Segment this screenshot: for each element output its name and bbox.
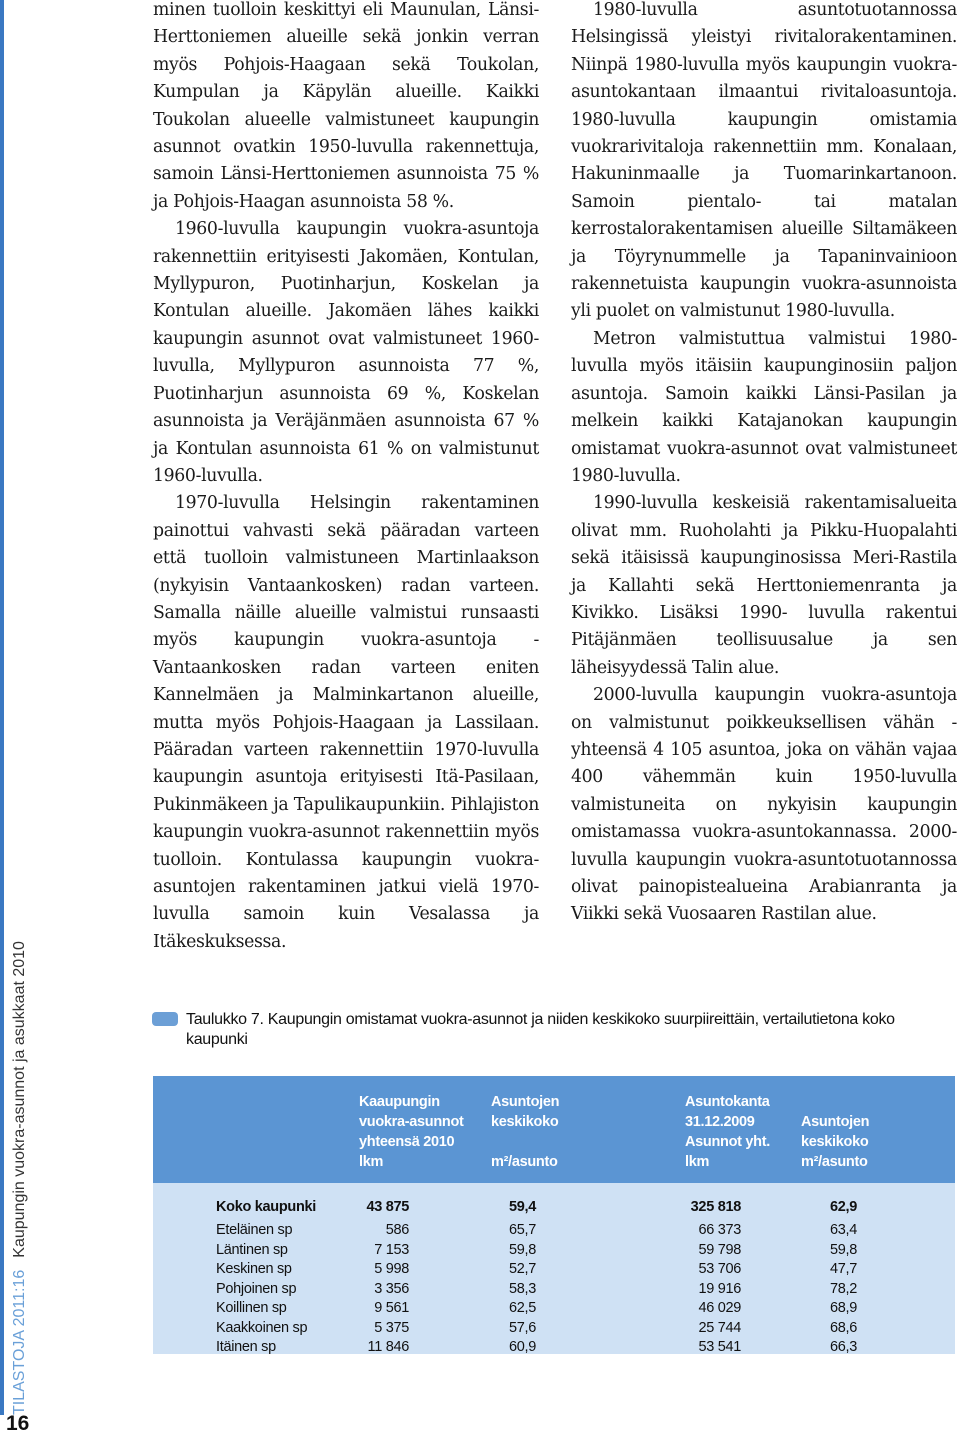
caption-marker-icon — [152, 1012, 178, 1026]
cell-stock: 59 798 — [698, 1242, 741, 1258]
header-line: m²/asunto — [801, 1154, 868, 1170]
cell-stock: 46 029 — [698, 1300, 741, 1316]
cell-count: 5 375 — [374, 1320, 409, 1336]
cell-avg-all: 78,2 — [829, 1281, 857, 1297]
cell-avg-all: 68,6 — [829, 1320, 857, 1336]
paragraph: 2000-luvulla kaupungin vuokra-asuntoja on valmistunut poikkeuksellisen vähän - yhteensä 4 105 asuntoa, joka on vähän vajaa 400 vähemmän kuin 1950-luvulla valmistuneita on nykyisin kaupungin omistamassa vuokra-asuntokannassa. 2000-luvulla kaupungin vuokra-asuntotuotannossa olivat painopistealueina Arabianranta ja Viikki sekä Vuosaaren Rastilan alue. — [571, 685, 957, 925]
header-line: keskikoko — [491, 1114, 559, 1130]
paragraph: 1970-luvulla Helsingin rakentaminen painottui vahvasti sekä pääradan varteen että tuolloin valmistuneen Martinlaakson (nykyisin Vantaankosken) radan varteen. Samalla näille alueille valmistui runsaasti myös kaupungin vuokra-asuntoja - Vantaankosken radan varteen eniten Kannelmäen ja Malminkartanon alueille, mutta myös Pohjois-Haagaan ja Lassilaan. Pääradan varteen rakennettiin 1970-luvulla kaupungin asuntoja erityisesti Itä-Pasilaan, Pukinmäkeen ja Tapulikaupunkiin. Pihlajiston kaupungin vuokra-asunnot rakennettiin myös tuolloin. Kontulassa kaupungin vuokra-asuntojen rakentaminen jatkui vielä 1970-luvulla samoin kuin Vesalassa ja Itäkeskuksessa. — [153, 493, 539, 952]
header-line — [491, 1132, 559, 1152]
header-line: m²/asunto — [491, 1154, 558, 1170]
table-header — [153, 1076, 955, 1183]
cell-avg-all: 63,4 — [829, 1222, 857, 1238]
cell-count: 586 — [385, 1222, 409, 1238]
cell-stock: 325 818 — [690, 1199, 741, 1215]
cell-stock: 66 373 — [698, 1222, 741, 1238]
table-row — [153, 1318, 955, 1338]
cell-area: Itäinen sp — [216, 1339, 276, 1355]
table-row — [153, 1220, 955, 1240]
header-line: 31.12.2009 — [685, 1114, 755, 1130]
header-line: Asuntojen — [491, 1094, 560, 1110]
cell-count: 3 356 — [374, 1281, 409, 1297]
table-row-total — [153, 1197, 955, 1217]
cell-avg-all: 59,8 — [829, 1242, 857, 1258]
cell-avg: 57,6 — [508, 1320, 536, 1336]
cell-area: Koko kaupunki — [216, 1199, 317, 1215]
header-line — [801, 1092, 869, 1112]
cell-avg: 62,5 — [508, 1300, 536, 1316]
header-line: vuokra-asunnot — [359, 1114, 464, 1130]
cell-avg: 59,4 — [508, 1199, 536, 1215]
cell-avg-all: 66,3 — [829, 1339, 857, 1355]
paragraph: 1990-luvulla keskeisiä rakentamisalueita olivat mm. Ruoholahti ja Pikku-Huopalahti sekä itäisissä kaupunginosissa Meri-Rastila ja Kallahti sekä Herttoniemenranta ja Kivikko. Lisäksi 1990- luvulla rakentui Pitäjänmäen teollisuusalue ja sen läheisyydessä Talin alue. — [571, 493, 957, 678]
header-line: lkm — [685, 1154, 710, 1170]
cell-area: Pohjoinen sp — [216, 1281, 297, 1297]
header-all-avg-size — [801, 1092, 869, 1172]
cell-count: 43 875 — [366, 1199, 409, 1215]
header-line: Asunnot yht. — [685, 1134, 771, 1150]
text-column-left — [153, 0, 539, 956]
cell-avg-all: 62,9 — [829, 1199, 857, 1215]
table-body — [153, 1183, 955, 1354]
table-row — [153, 1337, 955, 1357]
cell-area: Läntinen sp — [216, 1242, 288, 1258]
table-row — [153, 1279, 955, 1299]
cell-avg: 58,3 — [508, 1281, 536, 1297]
header-line: Asuntojen — [801, 1114, 870, 1130]
cell-count: 7 153 — [374, 1242, 409, 1258]
table-caption — [152, 1010, 952, 1050]
table-row — [153, 1240, 955, 1260]
paragraph: 1960-luvulla kaupungin vuokra-asuntoja rakennettiin erityisesti Jakomäen, Kontulan, Myllypuron, Puotinharjun, Koskelan ja Kontulan alueille. Jakomäen lähes kaikki kaupungin asunnot ovat valmistuneet 1960-luvulla, Myllypuron asunnoista 77 %, Puotinharjun asunnoista 69 %, Koskelan asunnoista ja Veräjänmäen asunnoista 67 % ja Kontulan asunnoista 61 % on valmistunut 1960-luvulla. — [153, 219, 539, 486]
cell-area: Koillinen sp — [216, 1300, 287, 1316]
cell-avg: 65,7 — [508, 1222, 536, 1238]
header-line: keskikoko — [801, 1134, 869, 1150]
cell-count: 9 561 — [374, 1300, 409, 1316]
header-line: lkm — [359, 1154, 384, 1170]
header-line: Asuntokanta — [685, 1094, 770, 1110]
header-rental-count — [359, 1092, 464, 1172]
text-column-right — [571, 0, 957, 929]
cell-avg: 59,8 — [508, 1242, 536, 1258]
header-rental-avg-size — [491, 1092, 559, 1172]
caption-text: Taulukko 7. Kaupungin omistamat vuokra-asunnot ja niiden keskikoko suurpiireittäin, vertailutietona koko kaupunki — [186, 1011, 895, 1048]
cell-avg: 52,7 — [508, 1261, 536, 1277]
cell-stock: 19 916 — [698, 1281, 741, 1297]
cell-stock: 25 744 — [698, 1320, 741, 1336]
cell-stock: 53 706 — [698, 1261, 741, 1277]
sidebar-running-title — [6, 941, 34, 1415]
cell-count: 11 846 — [367, 1339, 409, 1355]
cell-area: Kaakkoinen sp — [216, 1320, 308, 1336]
header-stock-count — [685, 1092, 770, 1172]
cell-area: Eteläinen sp — [216, 1222, 293, 1238]
header-line: Kaaupungin — [359, 1094, 440, 1110]
page-number: 16 — [6, 1412, 30, 1435]
paragraph: minen tuolloin keskittyi eli Maunulan, Länsi-Herttoniemen alueille sekä jonkin verran myös Pohjois-Haagaan sekä Toukolan, Kumpulan ja Käpylän alueille. Kaikki Toukolan alueelle valmistuneet kaupungin asunnot ovatkin 1950-luvulla rakennettuja, samoin Länsi-Herttoniemen asunnoista 75 % ja Pohjois-Haagan asunnoista 58 %. — [153, 0, 539, 212]
sidebar-accent-bar — [0, 0, 4, 1415]
sidebar-title: Kaupungin vuokra-asunnot ja asukkaat 2010 — [11, 941, 28, 1258]
cell-avg-all: 47,7 — [829, 1261, 857, 1277]
cell-area: Keskinen sp — [216, 1261, 292, 1277]
data-table — [153, 1076, 955, 1354]
header-line: yhteensä 2010 — [359, 1134, 455, 1150]
table-row — [153, 1259, 955, 1279]
paragraph: Metron valmistuttua valmistui 1980-luvulla myös itäisiin kaupunginosiin paljon asuntoja. Samoin kaikki Länsi-Pasilan ja melkein kaikki Katajanokan kaupungin omistamat vuokra-asunnot ovat valmistuneet 1980-luvulla. — [571, 328, 957, 486]
cell-avg-all: 68,9 — [829, 1300, 857, 1316]
paragraph: 1980-luvulla asuntotuotannossa Helsingissä yleistyi rivitalorakentaminen. Niinpä 1980-luvulla myös kaupungin vuokra-asuntokantaan ilmaantui rivitaloasuntoja. 1980-luvulla kaupungin omistamia vuokrarivitaloja rakennettiin mm. Konalaan, Hakuninmaalle ja Tuomarinkartanoon. Samoin pientalo- tai matalan kerrostalorakentamisen alueille Siltamäkeen ja Töyrynummelle ja Tapaninvainioon rakennetuista kaupungin vuokra-asunnoista yli puolet on valmistunut 1980-luvulla. — [571, 0, 957, 322]
cell-count: 5 998 — [374, 1261, 409, 1277]
cell-avg: 60,9 — [508, 1339, 536, 1355]
cell-stock: 53 541 — [698, 1339, 741, 1355]
table-row — [153, 1298, 955, 1318]
sidebar-series: TILASTOJA 2011:16 — [11, 1269, 28, 1415]
